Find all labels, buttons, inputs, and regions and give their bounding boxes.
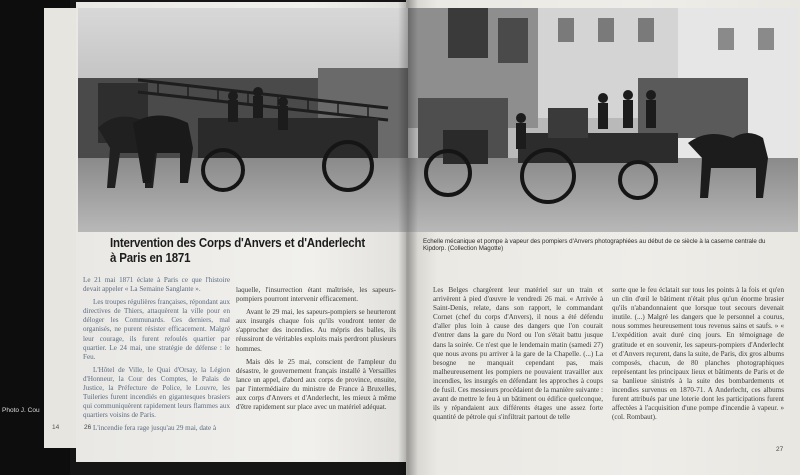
photo-caption: Echelle mécanique et pompe à vapeur des pompiers d'Anvers photographiées au début de ce siècle à la caserne centrale du Kipdorp. (Collection Magotte) <box>423 238 766 253</box>
paragraph: Le 21 mai 1871 éclate à Paris ce que l'histoire devait appeler « La Semaine Sanglante ». <box>83 276 230 294</box>
headline-line-1: Intervention des Corps d'Anvers et d'Anderlecht <box>110 236 365 250</box>
paragraph: sorte que le feu éclatait sur tous les points à la fois et qu'en un clin d'œil le bâtiment n'était plus qu'un énorme brasier qu'ils n'abandonnaient que lorsque tout secours devenait inutile. (...) Malgré les dangers que le personnel a courus, nous sommes heureusement tous revenus sains et saufs. » « L'expédition avait duré cinq jours. En témoignage de gratitude et en souvenir, les sapeurs-pompiers d'Anderlecht et d'Anvers reçurent, dans la suite, de Paris, dix gros albums composés, chacun, de 80 planches photographiques représentant les principaux lieux et bâtiments de Paris et de sa banlieue sinistrés à la suite des bombardements et incendies survenus en 1870-71. A Anderlecht, ces albums furent attribués par une loterie dont les participations furent affectées à l'acquisition d'une pompe d'incendie à vapeur. » (col. Rombaut). <box>612 286 784 422</box>
historic-photograph <box>78 8 798 232</box>
fire-brigade-photo-illustration <box>78 8 798 232</box>
book-gutter-shadow <box>398 0 418 475</box>
text-column-2 <box>236 286 396 416</box>
paragraph: Avant le 29 mai, les sapeurs-pompiers se heurteront aux insurgés chaque fois qu'ils voudront tenter de s'approcher des incendies. Au mépris des balles, ils réussiront de véritables exploits mais perdront plusieurs hommes. <box>236 308 396 353</box>
paragraph: Les Belges chargèrent leur matériel sur un train et arrivèrent à pied d'œuvre le vendredi 26 mai. « Arrivée à Saint-Denis, relate, dans son rapport, le commandant Cornet (chef du corps d'Anvers), il nous a été défendu d'aller plus loin à cause des dangers que l'on courait d'entrer dans la gare du Nord ou l'on s'était battu jusque dans la soirée. Ce n'est que le lendemain matin (samedi 27) que nous avons pu arriver à la gare de la Chapelle. (...) La besogne ne manquait cependant pas, mais malheureusement les pompiers ne pouvaient travailler aux incendies, les insurgés en défendant les approches à coups de fusil. Ces messieurs procédaient de la manière suivante : avant de mettre le feu à un bâtiment ou édifice quelconque, ils y répandaient aux différents étages une assez forte quantité de pétrole qui s'infiltrait partout de telle <box>433 286 603 422</box>
text-column-3 <box>433 286 603 426</box>
paragraph: L'incendie fera rage jusqu'au 29 mai, date à <box>93 424 217 433</box>
headline-line-2: à Paris en 1871 <box>110 251 191 265</box>
paragraph: laquelle, l'insurrection étant maîtrisée, les sapeurs-pompiers pourront intervenir efficacement. <box>236 286 396 304</box>
paragraph: Mais dès le 25 mai, conscient de l'ampleur du désastre, le gouvernement français installé à Versailles lance un appel, d'abord aux corps de province, ensuite, par l'intermédiaire du ministre de France à Bruxelles, aux corps d'Anvers et d'Anderlecht, les mieux à même d'être rapidement sur place avec un matériel adéquat. <box>236 357 396 412</box>
photo-credit: Photo J. Cou <box>2 407 40 414</box>
underlying-page-number: 14 <box>52 424 60 431</box>
text-column-1 <box>83 276 230 438</box>
article-headline <box>110 236 368 266</box>
paragraph: Les troupes régulières françaises, répondant aux directives de Thiers, attaquèrent la ville pour en déloger les Communards. Ces derniers, mal organisés, ne purent résister efficacement. Malgré leur courage, ils furent refoulés quartier par quartier. Le 24 mai, une stratégie de défense : le Feu. <box>83 298 230 361</box>
text-column-4 <box>612 286 784 426</box>
paragraph: L'Hôtel de Ville, le Quai d'Orsay, la Légion d'Honneur, la Cour des Comptes, le Palais de Justice, la Préfecture de Police, le Louvre, les Tuileries furent incendiés en gigantesques brasiers qui communiquèrent rapidement leurs flammes aux quartiers voisins de Paris. <box>83 365 230 420</box>
right-page-number: 27 <box>776 446 784 453</box>
left-page-number: 26 <box>84 424 92 431</box>
